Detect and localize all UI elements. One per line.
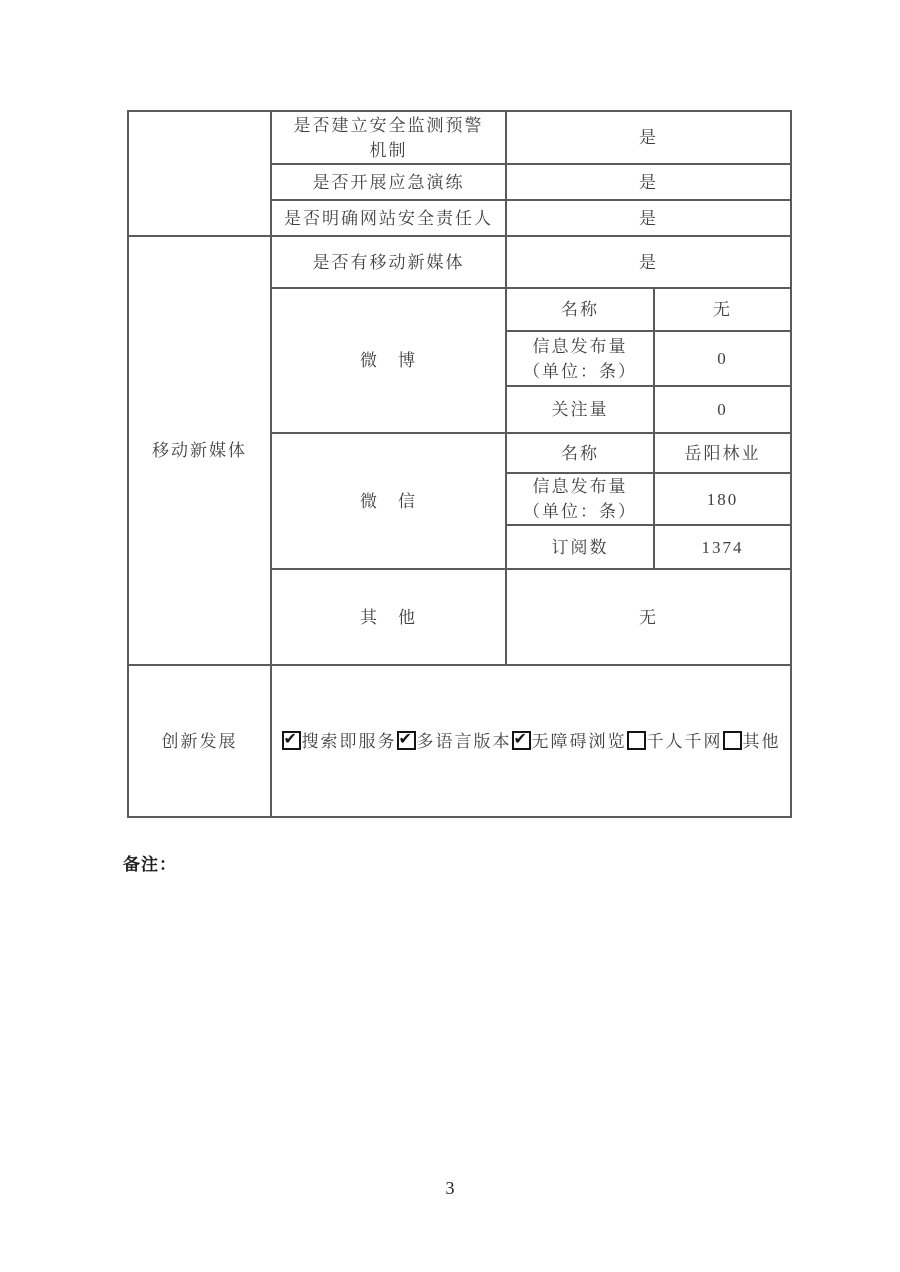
wechat-subscribers-value-cell: 1374 [654,525,791,569]
wechat-subscribers-label-cell: 订阅数 [506,525,654,569]
checkbox-checked-icon [397,731,416,750]
security-answer-cell: 是 [506,164,791,200]
innovation-options-cell [271,665,791,817]
innovation-option-label: 多语言版本 [416,731,512,751]
innovation-option [627,729,723,754]
wechat-label-cell: 微 信 [271,433,506,569]
section-label-cell-innovation: 创新发展 [128,665,271,817]
table-row [128,236,791,288]
table-row [128,111,791,164]
wechat-name-value-cell: 岳阳林业 [654,433,791,473]
weibo-posts-value-cell: 0 [654,331,791,386]
notes-label: 备注： [123,855,177,874]
checkbox-checked-icon [282,731,301,750]
wechat-posts-label-line1: 信息发布量 [532,477,628,496]
security-answer-cell: 是 [506,200,791,236]
security-question-cell: 是否开展应急演练 [271,164,506,200]
section-label-cell-mobile: 移动新媒体 [128,236,271,665]
security-answer-cell: 是 [506,111,791,164]
weibo-posts-label-line1: 信息发布量 [532,336,628,356]
report-table [127,110,792,818]
wechat-posts-value-cell: 180 [654,473,791,525]
innovation-option [723,729,781,754]
other-media-label-cell: 其 他 [271,569,506,665]
innovation-option [282,729,397,754]
wechat-posts-label-cell [506,473,654,525]
innovation-option-label: 千人千网 [646,731,723,751]
checkbox-checked-icon [512,731,531,750]
section-label-cell-empty [128,111,271,236]
security-question-cell: 是否明确网站安全责任人 [271,200,506,236]
innovation-option-label: 搜索即服务 [301,731,397,751]
checkbox-unchecked-icon [723,731,742,750]
innovation-option-label: 无障碍浏览 [531,731,627,751]
innovation-option [512,729,627,754]
wechat-posts-label-line2: （单位：条） [523,502,637,521]
weibo-name-value-cell: 无 [654,288,791,331]
weibo-name-label-cell: 名称 [506,288,654,331]
page-number: 3 [445,1178,455,1198]
checkbox-unchecked-icon [627,731,646,750]
has-mobile-label-cell: 是否有移动新媒体 [271,236,506,288]
wechat-name-label-cell: 名称 [506,433,654,473]
weibo-followers-value-cell: 0 [654,386,791,433]
innovation-option-label: 其他 [742,731,781,751]
innovation-option [397,729,512,754]
weibo-followers-label-cell: 关注量 [506,386,654,433]
security-question-line2: 机制 [369,140,408,160]
other-media-value-cell: 无 [506,569,791,665]
weibo-posts-label-line2: （单位：条） [523,361,637,381]
weibo-label-cell: 微 博 [271,288,506,433]
security-question-line1: 是否建立安全监测预警 [293,115,484,135]
table-row [128,665,791,817]
weibo-posts-label-cell [506,331,654,386]
security-question-cell [271,111,506,164]
has-mobile-value-cell: 是 [506,236,791,288]
